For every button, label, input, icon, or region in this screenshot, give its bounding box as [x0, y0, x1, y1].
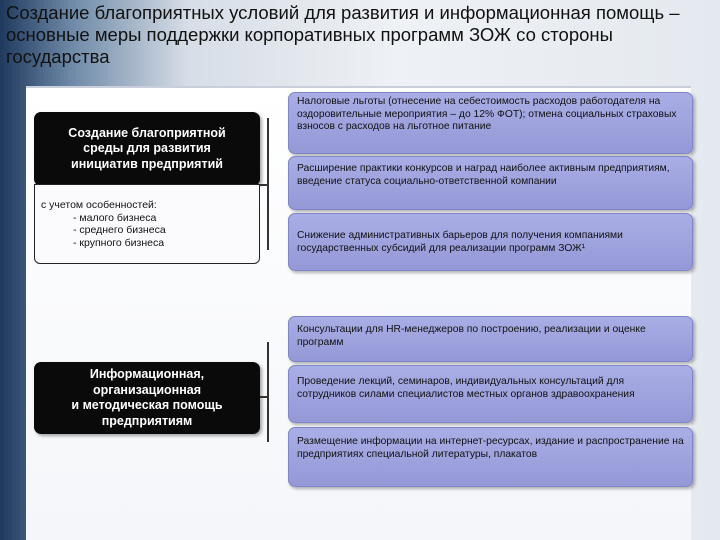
measure-box-consulting: [288, 316, 693, 362]
note-item-large: - крупного бизнеса: [73, 236, 165, 249]
measure-text: Снижение административных барьеров для получения компаниями государственных субсидий для реализации программ ЗОЖ¹: [297, 230, 623, 254]
section2-heading-box: [34, 362, 260, 434]
section2-heading: Информационная, организационная и методическая помощь предприятиям: [71, 367, 223, 428]
measure-text: Консультации для HR-менеджеров по построению, реализации и оценке программ: [297, 324, 646, 348]
measure-box-tax: [288, 92, 693, 154]
measure-box-subsidies: [288, 213, 693, 271]
section1-heading-box: [34, 112, 260, 186]
section1-heading: Создание благоприятной среды для развития инициатив предприятий: [68, 125, 226, 171]
measure-box-contests: [288, 156, 693, 210]
measure-text: Налоговые льготы (отнесение на себестоимость расходов работодателя на оздоровительные мероприятия – до 12% ФОТ); отмена социальных страховых взносов с расходов на льготное питание: [297, 96, 677, 133]
measure-text: Проведение лекций, семинаров, индивидуальных консультаций для сотрудников силами специалистов местных органов здравоохранения: [297, 376, 635, 400]
bracket-line: [267, 118, 269, 250]
note-intro: с учетом особенностей:: [41, 199, 157, 211]
measure-text: Расширение практики конкурсов и наград наиболее активным предприятиям, введение статуса социально-ответственной компании: [297, 163, 670, 187]
measure-box-lectures: [288, 365, 693, 423]
measure-text: Размещение информации на интернет-ресурсах, издание и распространение на предприятиях специальной литературы, плакатов: [297, 436, 684, 460]
measure-box-information: [288, 427, 693, 487]
bracket-line: [267, 342, 269, 442]
section1-note-box: [34, 184, 260, 264]
page-title: Создание благоприятных условий для развития и информационная помощь – основные меры поддержки корпоративных программ ЗОЖ со стороны государства: [6, 2, 680, 67]
note-item-small: - малого бизнеса: [73, 211, 157, 224]
note-item-medium: - среднего бизнеса: [73, 224, 166, 236]
